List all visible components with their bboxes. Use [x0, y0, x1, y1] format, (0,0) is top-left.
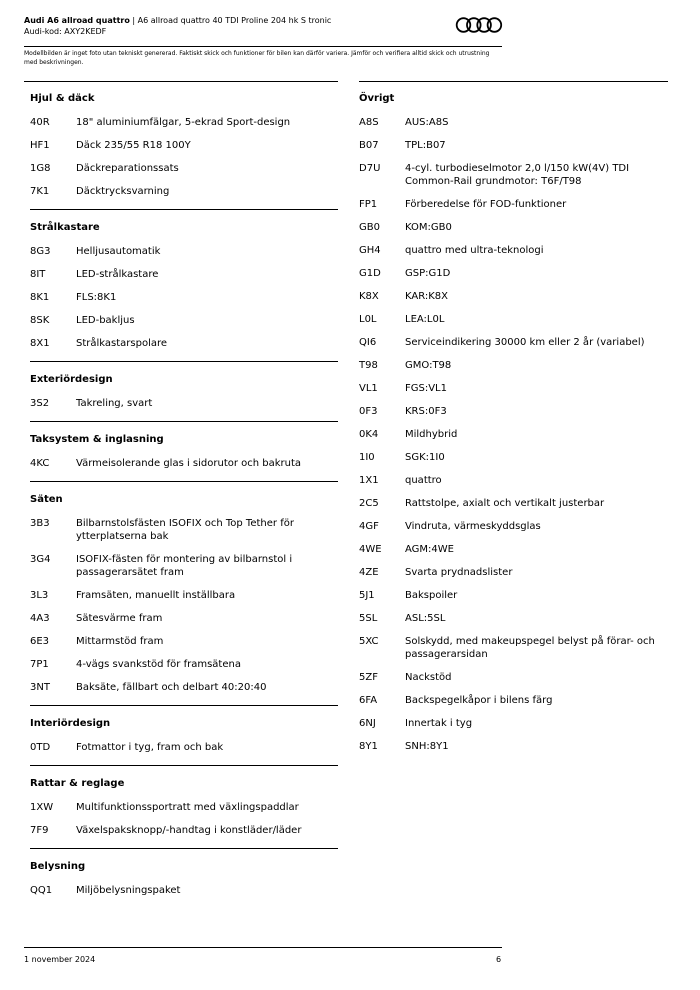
equipment-item — [359, 474, 668, 487]
equipment-code: 8IT — [30, 269, 46, 280]
equipment-item — [30, 457, 338, 470]
disclaimer: Modellbilden är inget foto utan tekniskt genererad. Faktiskt skick och funktioner för bilen kan därför variera. Jämför och verifiera alltid skick och utrustning med beskrivningen. — [24, 50, 490, 66]
equipment-code: 5XC — [359, 636, 379, 647]
equipment-item — [359, 520, 668, 533]
equipment-code: 5J1 — [359, 590, 375, 601]
equipment-description: Helljusautomatik — [76, 246, 161, 257]
equipment-item — [359, 671, 668, 684]
equipment-code: 8G3 — [30, 246, 51, 257]
equipment-description: Innertak i tyg — [405, 718, 473, 729]
equipment-item — [359, 451, 668, 464]
equipment-description: Fotmattor i tyg, fram och bak — [76, 742, 224, 753]
title-separator: | — [129, 16, 138, 25]
audi-rings-icon — [455, 16, 503, 34]
audi-code: Audi-kod: AXY2KEDF — [24, 27, 107, 36]
equipment-description: 4-vägs svankstöd för framsätena — [76, 659, 241, 670]
equipment-description: Baksäte, fällbart och delbart 40:20:40 — [76, 682, 267, 693]
equipment-description: Däckreparationssats — [76, 163, 179, 174]
equipment-item — [30, 553, 338, 579]
equipment-item — [359, 740, 668, 753]
equipment-section — [30, 848, 338, 897]
equipment-description: Multifunktionssportratt med växlingspaddlar — [76, 802, 299, 813]
equipment-item — [30, 139, 338, 152]
equipment-description: Svarta prydnadslister — [405, 567, 513, 578]
equipment-description: quattro med ultra-teknologi — [405, 245, 544, 256]
section-title: Rattar & reglage — [30, 778, 125, 789]
equipment-code: 7K1 — [30, 186, 50, 197]
equipment-item — [30, 162, 338, 175]
equipment-description: Nackstöd — [405, 672, 452, 683]
equipment-code: K8X — [359, 291, 379, 302]
equipment-code: 8K1 — [30, 292, 50, 303]
equipment-code: 8SK — [30, 315, 50, 326]
equipment-code: 1G8 — [30, 163, 51, 174]
equipment-description: Takreling, svart — [76, 398, 153, 409]
equipment-description: AUS:A8S — [405, 117, 449, 128]
equipment-description: 4-cyl. turbodieselmotor 2,0 l/150 kW(4V) TDI Common-Rail grundmotor: T6F/T98 — [405, 163, 630, 187]
equipment-code: 3B3 — [30, 518, 50, 529]
equipment-description: Förberedelse för FOD-funktioner — [405, 199, 567, 210]
equipment-item — [30, 116, 338, 129]
equipment-item — [359, 221, 668, 234]
equipment-item — [359, 635, 668, 661]
equipment-description: ISOFIX-fästen för montering av bilbarnstol i passagerarsätet fram — [76, 554, 293, 578]
equipment-code: 4WE — [359, 544, 382, 555]
equipment-description: Vindruta, värmeskyddsglas — [405, 521, 541, 532]
equipment-item — [359, 428, 668, 441]
equipment-code: 6FA — [359, 695, 378, 706]
equipment-code: VL1 — [359, 383, 378, 394]
equipment-code: 7P1 — [30, 659, 49, 670]
equipment-section — [30, 421, 338, 470]
variant-name: A6 allroad quattro 40 TDI Proline 204 hk S tronic — [137, 16, 332, 25]
equipment-item — [359, 359, 668, 372]
right-equipment-column — [359, 81, 668, 753]
equipment-item — [359, 313, 668, 326]
equipment-item — [359, 290, 668, 303]
equipment-code: 3L3 — [30, 590, 49, 601]
equipment-code: G1D — [359, 268, 381, 279]
equipment-code: T98 — [359, 360, 378, 371]
equipment-description: KOM:GB0 — [405, 222, 452, 233]
equipment-item — [359, 139, 668, 152]
equipment-code: HF1 — [30, 140, 50, 151]
equipment-description: Strålkastarspolare — [76, 338, 168, 349]
page-number: 6 — [496, 955, 502, 964]
equipment-item — [30, 397, 338, 410]
footer-date: 1 november 2024 — [24, 955, 96, 964]
equipment-description: TPL:B07 — [405, 140, 446, 151]
document-title — [24, 16, 331, 25]
section-title: Strålkastare — [30, 222, 100, 233]
equipment-section — [30, 481, 338, 694]
equipment-code: QI6 — [359, 337, 377, 348]
equipment-code: B07 — [359, 140, 379, 151]
equipment-section — [30, 209, 338, 350]
equipment-description: Backspegelkåpor i bilens färg — [405, 695, 553, 706]
equipment-description: LED-bakljus — [76, 315, 135, 326]
equipment-code: 1XW — [30, 802, 54, 813]
equipment-code: D7U — [359, 163, 381, 174]
equipment-item — [30, 884, 338, 897]
equipment-code: 3G4 — [30, 554, 51, 565]
equipment-description: quattro — [405, 475, 442, 486]
equipment-description: LED-strålkastare — [76, 269, 159, 280]
equipment-section — [30, 81, 338, 198]
equipment-code: 6E3 — [30, 636, 50, 647]
equipment-code: 1I0 — [359, 452, 375, 463]
equipment-code: 0K4 — [359, 429, 379, 440]
equipment-description: GMO:T98 — [405, 360, 452, 371]
equipment-description: Mittarmstöd fram — [76, 636, 164, 647]
equipment-section — [359, 81, 668, 753]
equipment-item — [359, 198, 668, 211]
equipment-item — [359, 694, 668, 707]
equipment-description: Bilbarnstolsfästen ISOFIX och Top Tether för ytterplatserna bak — [76, 518, 294, 542]
header-divider — [24, 46, 502, 47]
equipment-description: Serviceindikering 30000 km eller 2 år (variabel) — [405, 337, 645, 348]
equipment-item — [30, 741, 338, 754]
equipment-description: ASL:5SL — [405, 613, 446, 624]
equipment-description: FLS:8K1 — [76, 292, 117, 303]
equipment-item — [30, 658, 338, 671]
equipment-code: 4GF — [359, 521, 379, 532]
equipment-item — [359, 162, 668, 188]
equipment-item — [359, 589, 668, 602]
equipment-item — [30, 681, 338, 694]
equipment-section — [30, 765, 338, 837]
equipment-code: 4KC — [30, 458, 50, 469]
equipment-description: Värmeisolerande glas i sidorutor och bakruta — [76, 458, 302, 469]
section-title: Taksystem & inglasning — [30, 434, 164, 445]
equipment-code: 0TD — [30, 742, 51, 753]
section-title: Säten — [30, 494, 63, 505]
equipment-item — [359, 116, 668, 129]
equipment-item — [30, 291, 338, 304]
equipment-code: L0L — [359, 314, 377, 325]
equipment-item — [359, 566, 668, 579]
equipment-code: 2C5 — [359, 498, 379, 509]
equipment-description: FGS:VL1 — [405, 383, 447, 394]
section-title: Interiördesign — [30, 718, 111, 729]
equipment-item — [359, 267, 668, 280]
equipment-description: 18" aluminiumfälgar, 5-ekrad Sport-design — [76, 117, 291, 128]
equipment-item — [359, 612, 668, 625]
equipment-code: QQ1 — [30, 885, 53, 896]
equipment-description: Växelspaksknopp/-handtag i konstläder/läder — [76, 825, 302, 836]
equipment-item — [30, 314, 338, 327]
equipment-description: Bakspoiler — [405, 590, 458, 601]
equipment-code: 5ZF — [359, 672, 378, 683]
equipment-code: 8Y1 — [359, 741, 378, 752]
equipment-item — [30, 517, 338, 543]
equipment-code: 3NT — [30, 682, 50, 693]
equipment-description: LEA:L0L — [405, 314, 445, 325]
equipment-description: Sätesvärme fram — [76, 613, 163, 624]
model-name: Audi A6 allroad quattro — [24, 16, 130, 25]
equipment-description: KAR:K8X — [405, 291, 449, 302]
equipment-code: 6NJ — [359, 718, 376, 729]
equipment-description: Mildhybrid — [405, 429, 458, 440]
equipment-description: Framsäten, manuellt inställbara — [76, 590, 236, 601]
equipment-code: 5SL — [359, 613, 378, 624]
equipment-item — [359, 382, 668, 395]
equipment-code: 8X1 — [30, 338, 50, 349]
equipment-code: 40R — [30, 117, 50, 128]
equipment-description: Däck 235/55 R18 100Y — [76, 140, 191, 151]
section-title: Belysning — [30, 861, 86, 872]
equipment-item — [30, 824, 338, 837]
equipment-item — [30, 245, 338, 258]
equipment-description: SGK:1I0 — [405, 452, 445, 463]
equipment-section — [30, 361, 338, 410]
equipment-item — [30, 635, 338, 648]
equipment-code: 3S2 — [30, 398, 50, 409]
equipment-code: 1X1 — [359, 475, 379, 486]
equipment-item — [30, 337, 338, 350]
equipment-code: 4A3 — [30, 613, 50, 624]
equipment-item — [30, 612, 338, 625]
equipment-description: Solskydd, med makeupspegel belyst på förar- och passagerarsidan — [405, 636, 655, 660]
equipment-description: Miljöbelysningspaket — [76, 885, 181, 896]
equipment-item — [359, 717, 668, 730]
left-equipment-column — [30, 81, 338, 897]
equipment-code: 0F3 — [359, 406, 378, 417]
equipment-description: AGM:4WE — [405, 544, 454, 555]
equipment-item — [359, 405, 668, 418]
equipment-item — [359, 543, 668, 556]
footer-divider — [24, 947, 502, 948]
equipment-item — [30, 268, 338, 281]
equipment-description: Däcktrycksvarning — [76, 186, 170, 197]
equipment-item — [359, 244, 668, 257]
section-title: Exteriördesign — [30, 374, 113, 385]
equipment-item — [359, 497, 668, 510]
section-title: Övrigt — [359, 93, 395, 104]
equipment-code: 7F9 — [30, 825, 49, 836]
equipment-section — [30, 705, 338, 754]
equipment-description: GSP:G1D — [405, 268, 451, 279]
equipment-description: Rattstolpe, axialt och vertikalt justerbar — [405, 498, 605, 509]
equipment-code: A8S — [359, 117, 379, 128]
equipment-item — [30, 185, 338, 198]
equipment-item — [359, 336, 668, 349]
equipment-description: KRS:0F3 — [405, 406, 447, 417]
section-title: Hjul & däck — [30, 93, 95, 104]
equipment-description: SNH:8Y1 — [405, 741, 449, 752]
equipment-code: FP1 — [359, 199, 378, 210]
equipment-code: GB0 — [359, 222, 380, 233]
equipment-item — [30, 801, 338, 814]
equipment-item — [30, 589, 338, 602]
equipment-code: GH4 — [359, 245, 381, 256]
equipment-code: 4ZE — [359, 567, 379, 578]
